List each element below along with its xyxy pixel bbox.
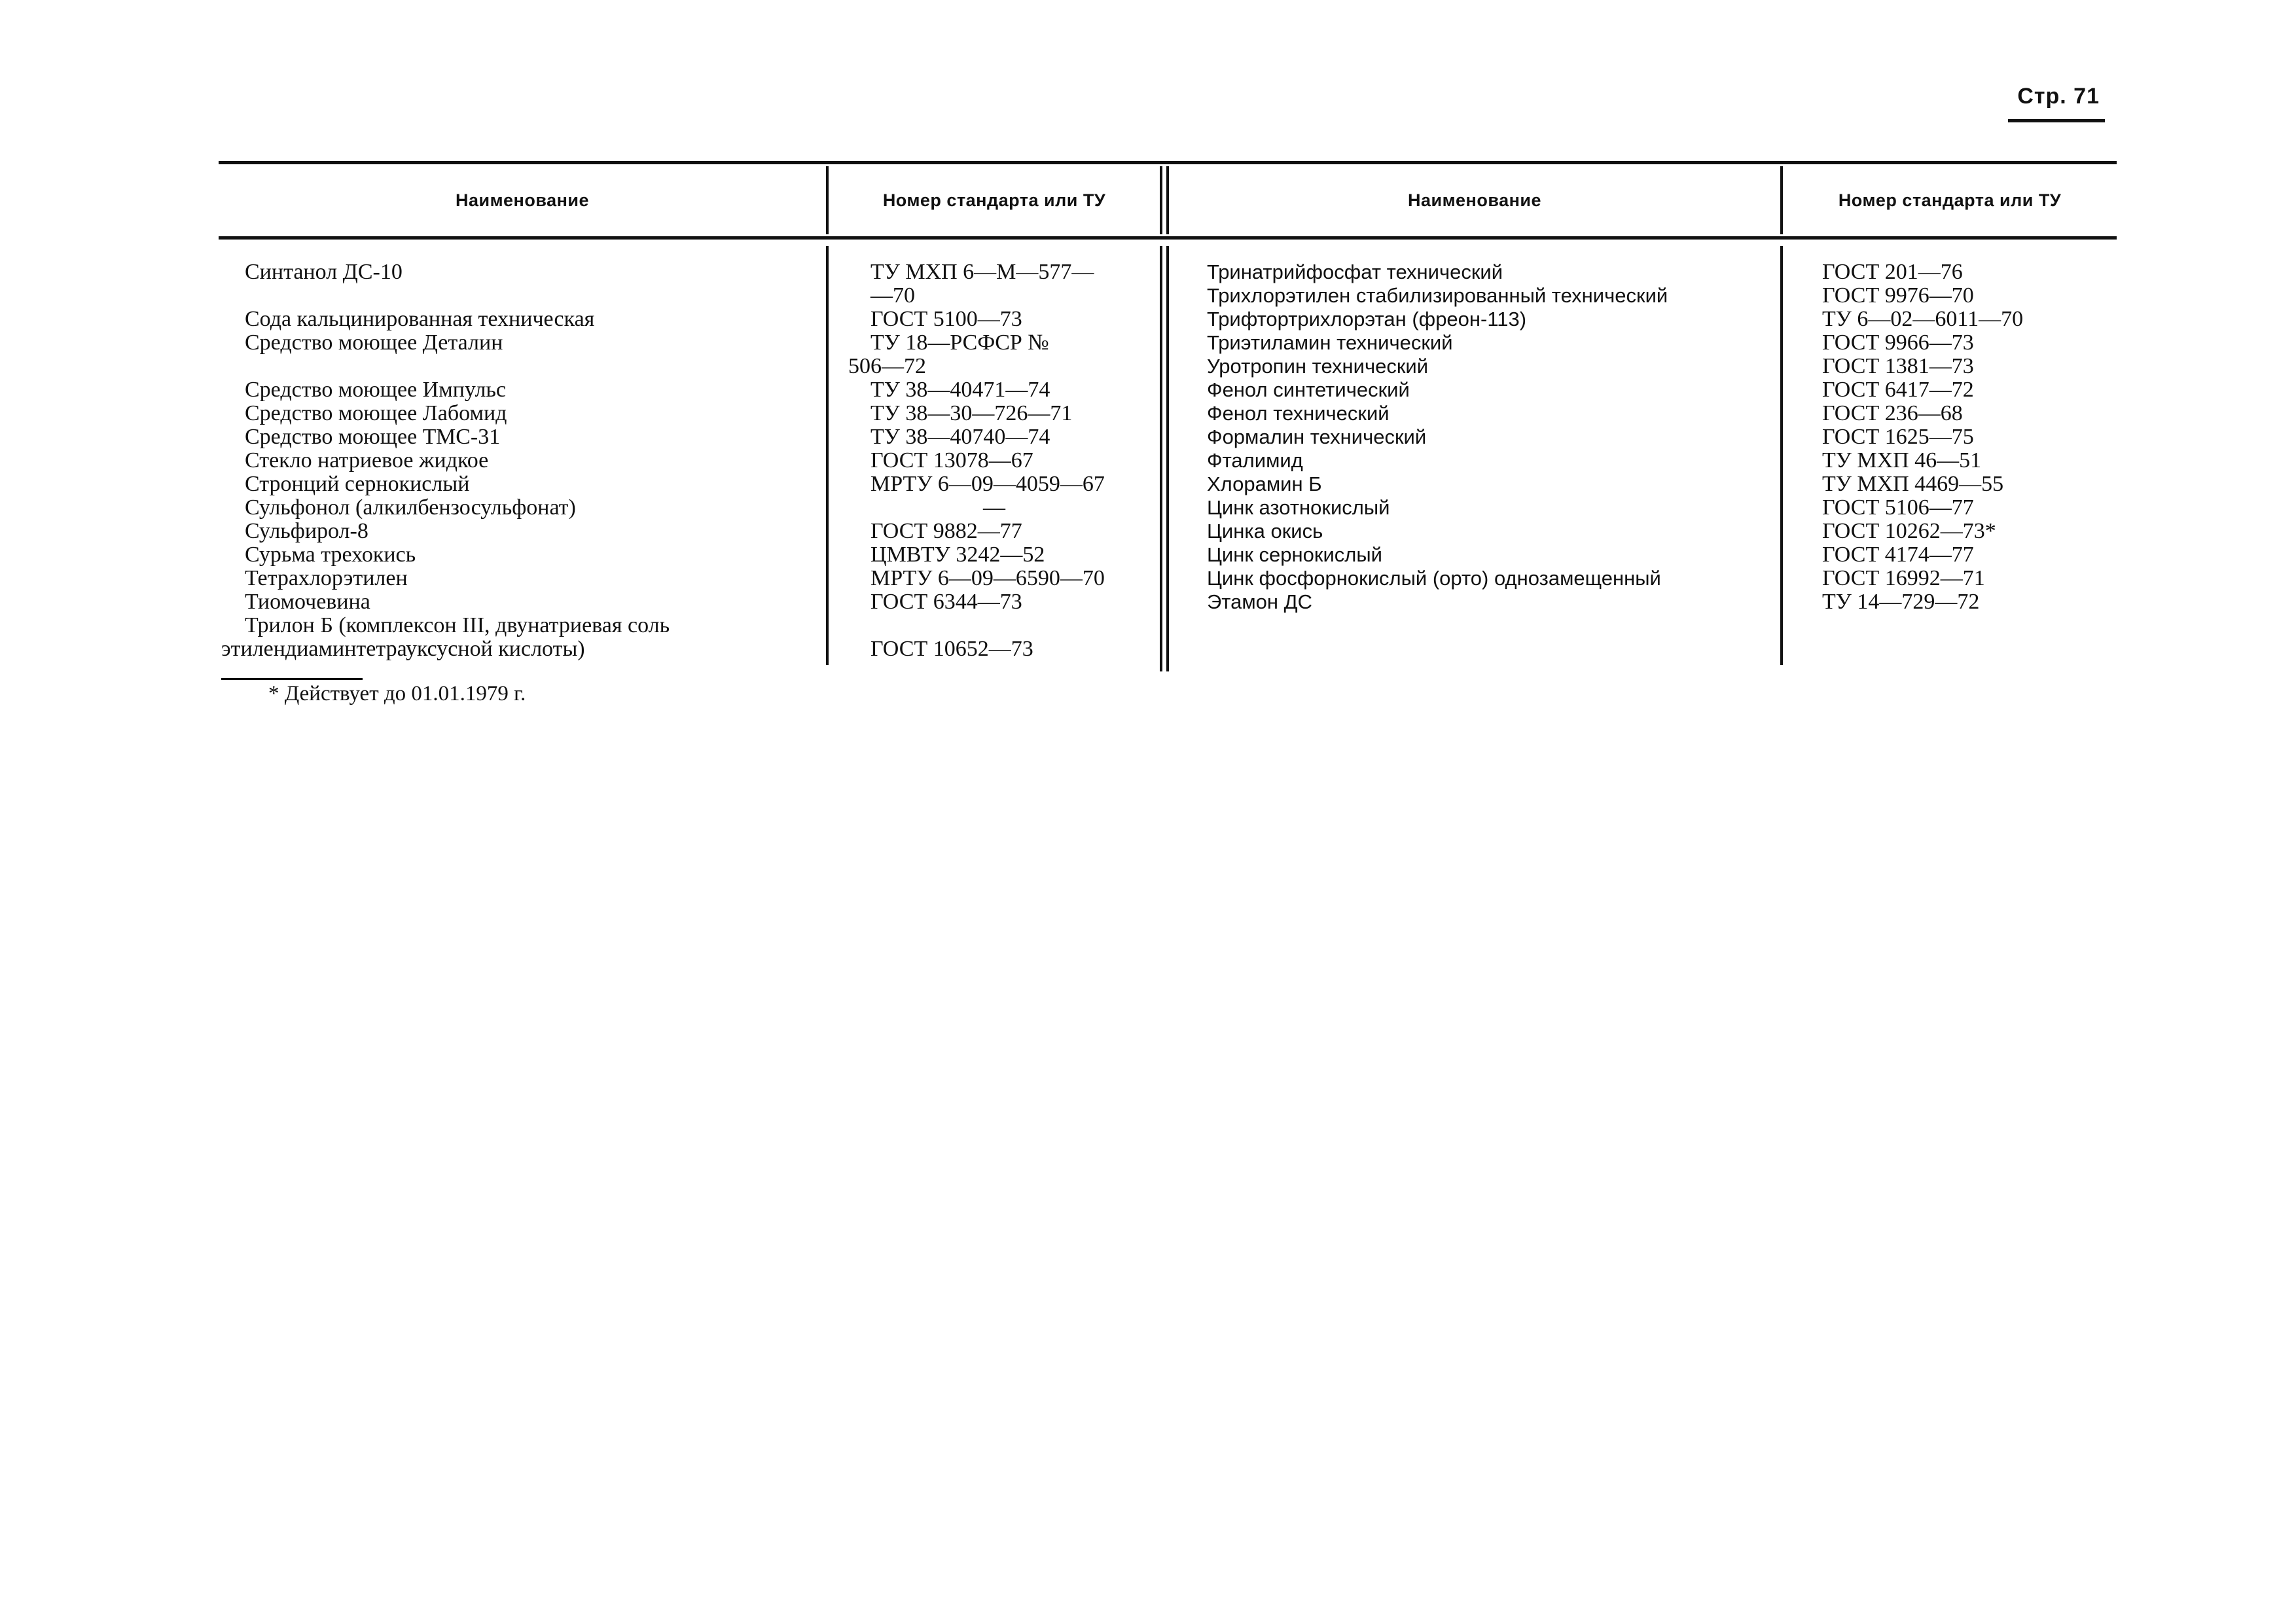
table-cell-standard: МРТУ 6—09—4059—67 — [870, 472, 1105, 496]
table-cell-standard: ТУ 38—40740—74 — [870, 425, 1050, 449]
table-cell-standard: ТУ 18—РСФСР № — [870, 330, 1049, 355]
table-cell-name: Триэтиламин технический — [1207, 331, 1453, 354]
table-cell-standard: ТУ 6—02—6011—70 — [1822, 307, 2024, 331]
table-cell-name: Стронций сернокислый — [245, 472, 470, 496]
table-cell-name: Сода кальцинированная техническая — [245, 307, 595, 331]
table-cell-standard: ГОСТ 9966—73 — [1822, 330, 1974, 355]
table-cell-standard: ГОСТ 9976—70 — [1822, 283, 1974, 308]
table-cell-name: Цинк фосфорнокислый (орто) однозамещенный — [1207, 567, 1661, 590]
header-name-right: Наименование — [1407, 190, 1542, 210]
column-divider — [826, 246, 829, 665]
table-cell-name: Фталимид — [1207, 449, 1303, 472]
table-cell-name: Средство моющее Деталин — [245, 330, 503, 355]
table-cell-standard — [870, 614, 1152, 637]
footnote: * Действует до 01.01.1979 г. — [268, 682, 526, 705]
table-cell-standard: ТУ МХП 46—51 — [1822, 448, 1982, 473]
table-cell-name: Цинка окись — [1207, 520, 1323, 543]
table-cell-standard: — — [983, 495, 1005, 520]
table-cell-name: Формалин технический — [1207, 425, 1427, 448]
standards-table — [219, 161, 2117, 671]
table-cell-standard: ГОСТ 13078—67 — [870, 448, 1033, 473]
table-cell-name: Средство моющее ТМС-31 — [245, 425, 501, 449]
table-cell-standard: —70 — [870, 283, 915, 308]
table-cell-name: Трихлорэтилен стабилизированный технический — [1207, 284, 1668, 307]
table-cell-standard: ГОСТ 6417—72 — [1822, 378, 1974, 402]
header-standard-right: Номер стандарта или ТУ — [1838, 190, 2062, 210]
table-cell-standard: ТУ 14—729—72 — [1822, 590, 1980, 614]
page-number: Стр. 71 — [2017, 84, 2100, 109]
table-cell-standard: ГОСТ 9882—77 — [870, 519, 1022, 543]
table-cell-standard: ГОСТ 201—76 — [1822, 260, 1963, 284]
table-cell-standard: ГОСТ 236—68 — [1822, 401, 1963, 425]
table-cell-standard: ТУ МХП 6—М—577— — [870, 260, 1094, 284]
table-cell-name: Сульфонол (алкилбензосульфонат) — [245, 495, 576, 520]
table-cell-standard: ТУ 38—30—726—71 — [870, 401, 1073, 425]
table-cell-name: Цинк азотнокислый — [1207, 496, 1390, 519]
table-cell-standard: МРТУ 6—09—6590—70 — [870, 566, 1105, 590]
table-cell-name: Тетрахлорэтилен — [245, 566, 408, 590]
table-cell-standard: ГОСТ 10262—73* — [1822, 519, 1996, 543]
table-top-rule — [219, 161, 2117, 164]
table-cell-standard: ГОСТ 4174—77 — [1822, 543, 1974, 567]
table-cell-name: Фенол синтетический — [1207, 378, 1410, 401]
header-standard-left: Номер стандарта или ТУ — [882, 190, 1106, 210]
table-cell-standard: ГОСТ 5100—73 — [870, 307, 1022, 331]
table-cell-standard: ГОСТ 5106—77 — [1822, 495, 1974, 520]
table-cell-standard: ГОСТ 10652—73 — [870, 637, 1033, 661]
table-cell-name: Фенол технический — [1207, 402, 1390, 425]
table-cell-name: Стекло натриевое жидкое — [245, 448, 489, 473]
table-cell-name: Синтанол ДС-10 — [245, 260, 403, 284]
table-cell-standard: ТУ МХП 4469—55 — [1822, 472, 2004, 496]
table-cell-name: Тиомочевина — [245, 590, 370, 614]
header-name-left: Наименование — [455, 190, 590, 210]
table-cell-name — [245, 355, 821, 378]
table-cell-standard: ЦМВТУ 3242—52 — [870, 543, 1045, 567]
table-cell-name: Хлорамин Б — [1207, 473, 1322, 495]
table-cell-standard: ГОСТ 1381—73 — [1822, 354, 1974, 378]
table-cell-name: Сульфирол-8 — [245, 519, 368, 543]
table-cell-name — [245, 284, 821, 308]
table-cell-name: этилендиаминтетрауксусной кислоты) — [221, 637, 585, 661]
table-cell-standard: ГОСТ 6344—73 — [870, 590, 1022, 614]
double-column-divider — [1160, 166, 1162, 234]
double-column-divider — [1166, 246, 1169, 671]
table-cell-name: Средство моющее Импульс — [245, 378, 507, 402]
table-cell-name: Сурьма трехокись — [245, 543, 416, 567]
table-cell-name: Уротропин технический — [1207, 355, 1429, 378]
table-cell-name: Тринатрийфосфат технический — [1207, 260, 1503, 283]
table-cell-standard: ТУ 38—40471—74 — [870, 378, 1050, 402]
table-cell-name: Цинк сернокислый — [1207, 543, 1382, 566]
page-number-underline — [2008, 119, 2105, 122]
table-cell-name: Трифтортрихлорэтан (фреон-113) — [1207, 308, 1527, 330]
double-column-divider — [1160, 246, 1162, 671]
table-cell-name: Трилон Б (комплексон III, двунатриевая соль — [245, 613, 670, 637]
table-cell-standard: ГОСТ 1625—75 — [1822, 425, 1974, 449]
table-cell-standard: 506—72 — [848, 354, 926, 378]
table-header-rule — [219, 236, 2117, 240]
column-divider — [1780, 246, 1783, 665]
table-cell-name: Этамон ДС — [1207, 590, 1313, 613]
table-cell-name: Средство моющее Лабомид — [245, 401, 507, 425]
table-cell-standard: ГОСТ 16992—71 — [1822, 566, 1985, 590]
